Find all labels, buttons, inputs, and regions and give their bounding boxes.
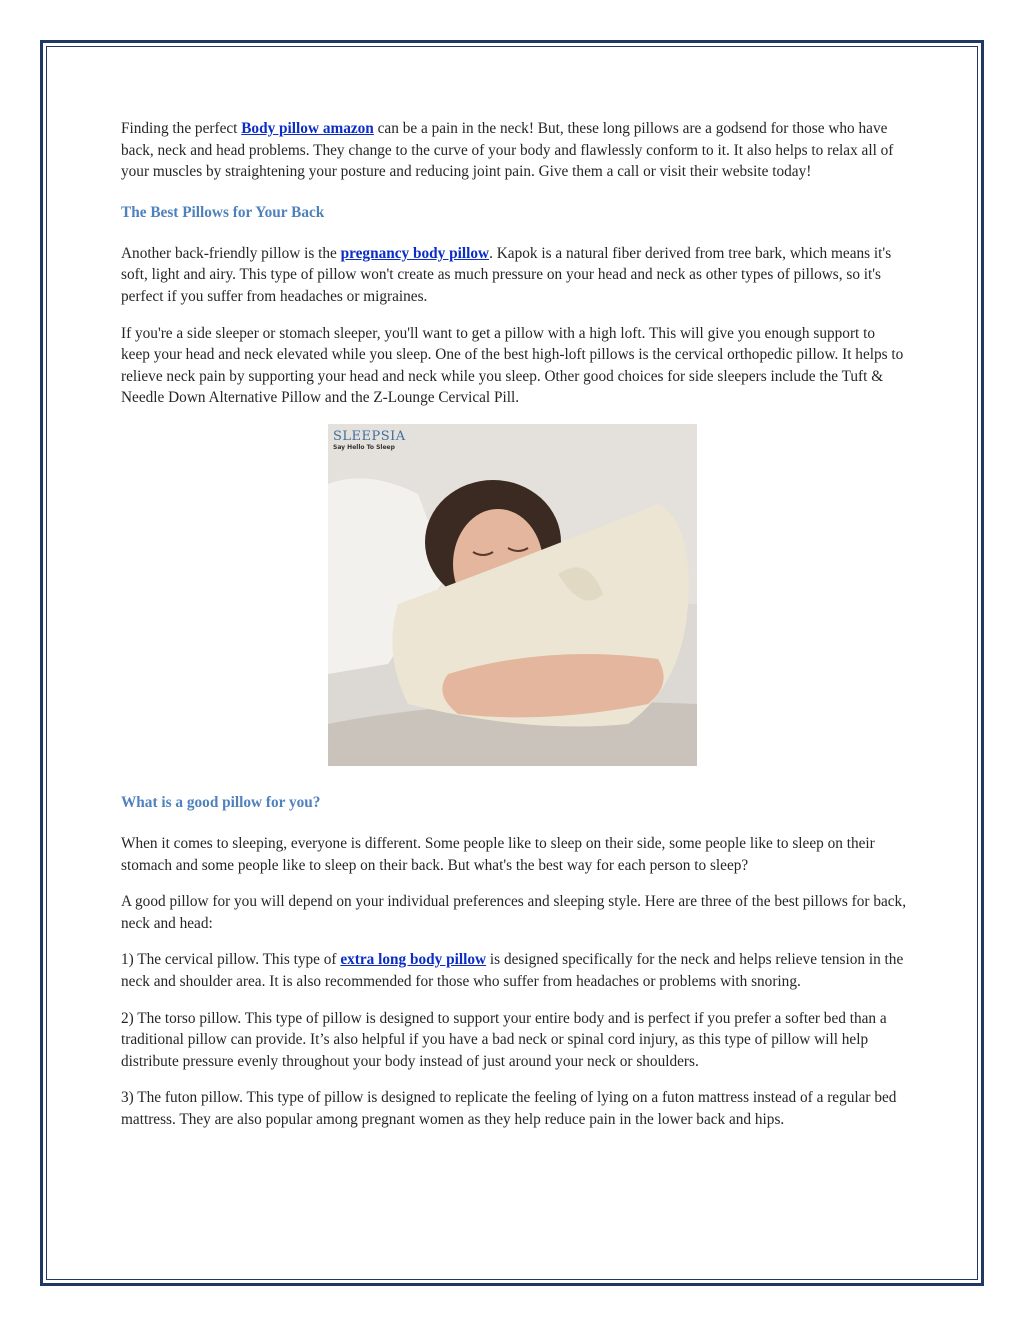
cervical-text-start: 1) The cervical pillow. This type of (121, 951, 341, 969)
kapok-text-end: . Kapok is a natural fiber derived from tree bark, which means it's soft, light and airy. This type of pillow won't create as much pressure on your head and neck as other types of pillows, so it's perfect if you suffer from headaches or migraines. (121, 244, 892, 305)
logo-tagline: Say Hello To Sleep (333, 443, 395, 451)
intro-paragraph (121, 118, 907, 183)
intro-text-end: can be a pain in the neck! But, these long pillows are a godsend for those who have back, neck and head problems. They change to the curve of your body and flawlessly conform to it. It also helps to relax all of your muscles by straightening your posture and reducing joint pain. Give them a call or visit their website today! (121, 120, 894, 181)
cervical-pillow-item (121, 949, 907, 992)
pregnancy-body-pillow-link[interactable]: pregnancy body pillow (340, 244, 490, 262)
photo-illustration (328, 424, 697, 766)
document-body (121, 118, 907, 1145)
preferences-paragraph: A good pillow for you will depend on your individual preferences and sleeping style. Here are three of the best pillows for back, neck and head: (121, 893, 907, 932)
body-pillow-amazon-link[interactable]: Body pillow amazon (241, 120, 374, 137)
section-heading-good-pillow: What is a good pillow for you? (121, 793, 321, 811)
sleepsia-logo (333, 430, 406, 451)
side-sleeper-paragraph: If you're a side sleeper or stomach sleeper, you'll want to get a pillow with a high loft. This will give you enough support to keep your head and neck elevated while you sleep. One of the best high-loft pillows is the cervical orthopedic pillow. It helps to relieve neck pain by supporting your head and neck while you sleep. Other good choices for side sleepers include the Tuft & Needle Down Alternative Pillow and the Z-Lounge Cervical Pill. (121, 324, 904, 407)
logo-name: SLEEPSIA (333, 428, 406, 444)
cervical-text-end: is designed specifically for the neck and helps relieve tension in the neck and shoulder area. It is also recommended for those who suffer from headaches or problems with snoring. (121, 951, 904, 990)
futon-pillow-item: 3) The futon pillow. This type of pillow is designed to replicate the feeling of lying on a futon mattress instead of a regular bed mattress. They are also popular among pregnant women as they help reduce pain in the lower back and hips. (121, 1089, 897, 1128)
extra-long-body-pillow-link[interactable]: extra long body pillow (340, 951, 487, 969)
kapok-text-start: Another back-friendly pillow is the (121, 244, 341, 262)
kapok-paragraph (121, 243, 907, 308)
sleeping-woman-image (328, 424, 697, 766)
torso-pillow-item: 2) The torso pillow. This type of pillow is designed to support your entire body and is perfect if you prefer a softer bed than a traditional pillow can provide. It’s also helpful if you have a bad neck or spinal cord injury, as this type of pillow will help distribute pressure evenly throughout your body instead of just around your neck or shoulders. (121, 1009, 887, 1070)
section-heading-best-pillows: The Best Pillows for Your Back (121, 203, 325, 221)
sleeping-styles-paragraph: When it comes to sleeping, everyone is different. Some people like to sleep on their side, some people like to sleep on their stomach and some people like to sleep on their back. But what's the best way for each person to sleep? (121, 834, 875, 874)
intro-text-start: Finding the perfect (121, 120, 242, 137)
